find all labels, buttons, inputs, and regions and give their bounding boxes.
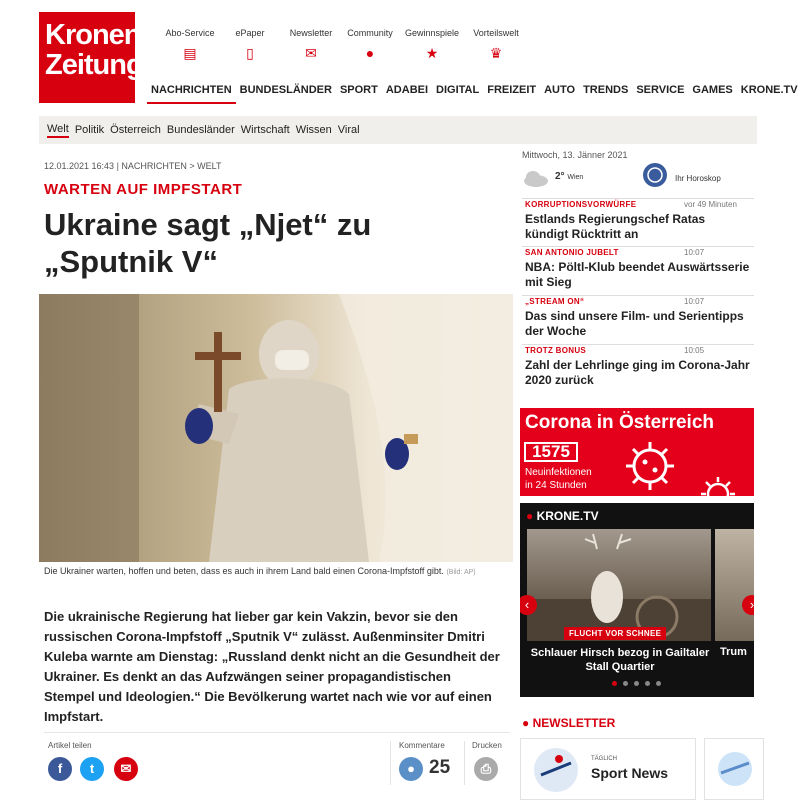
weather-widget[interactable] xyxy=(522,166,757,194)
topnav-label: Vorteilswelt xyxy=(473,28,519,38)
subnav-welt[interactable]: Welt xyxy=(47,123,69,138)
carousel-dot[interactable] xyxy=(623,681,628,686)
carousel-dot[interactable] xyxy=(612,681,617,686)
logo-line2: Zeitung xyxy=(45,49,143,81)
video-thumbnail[interactable] xyxy=(527,529,711,641)
share-bar xyxy=(44,732,510,788)
virus-icon-small xyxy=(698,474,738,496)
topnav-abo-service[interactable] xyxy=(160,28,220,60)
cloud-icon xyxy=(522,168,550,188)
chat-icon: ● xyxy=(365,45,375,61)
star-icon: ★ xyxy=(425,45,439,61)
subnav-politik[interactable]: Politik xyxy=(74,124,105,136)
nav-auto[interactable]: AUTO xyxy=(544,84,576,96)
twitter-icon[interactable]: t xyxy=(80,757,104,781)
weather-city: Wien xyxy=(567,174,584,181)
photo-illustration xyxy=(39,294,513,562)
topnav-label: Gewinnspiele xyxy=(404,28,460,38)
topnav-label: ePaper xyxy=(235,28,265,38)
main-nav xyxy=(147,82,800,104)
news-time: vor 49 Minuten xyxy=(684,200,737,209)
play-icon: ● xyxy=(526,509,534,523)
subnav-viral[interactable]: Viral xyxy=(337,124,360,136)
news-category: „STREAM ON“ xyxy=(525,297,585,306)
news-item[interactable] xyxy=(522,344,754,394)
topnav-epaper[interactable] xyxy=(220,28,280,60)
divider xyxy=(390,741,391,785)
carousel-next-button[interactable]: › xyxy=(742,595,754,615)
comments-count[interactable]: 25 xyxy=(429,757,451,778)
horoscope-icon[interactable] xyxy=(642,162,668,188)
carousel-dot[interactable] xyxy=(645,681,650,686)
news-category: SAN ANTONIO JUBELT xyxy=(525,248,619,257)
print-label: Drucken xyxy=(472,741,502,750)
corona-widget[interactable] xyxy=(520,408,754,496)
photo-caption xyxy=(44,566,514,578)
corona-sub-line1: Neuinfektionen xyxy=(525,467,592,478)
topnav-community[interactable] xyxy=(342,28,398,60)
subnav-bundeslaender[interactable]: Bundesländer xyxy=(166,124,235,136)
subnav-wirtschaft[interactable]: Wirtschaft xyxy=(240,124,290,136)
news-category: TROTZ BONUS xyxy=(525,346,587,355)
deer-illustration xyxy=(527,529,711,641)
news-title[interactable]: Estlands Regierungschef Ratas kündigt Rücktritt an xyxy=(525,212,706,241)
topnav-gewinnspiele[interactable] xyxy=(398,28,466,60)
comment-icon[interactable]: ● xyxy=(399,757,423,781)
phone-icon: ▯ xyxy=(246,45,254,61)
article-photo xyxy=(39,294,513,562)
facebook-icon[interactable]: f xyxy=(48,757,72,781)
newsletter-card[interactable] xyxy=(520,738,696,800)
subnav-wissen[interactable]: Wissen xyxy=(295,124,332,136)
news-title[interactable]: NBA: Pöltl-Klub beendet Auswärtsserie mit Sieg xyxy=(525,260,750,289)
subnav-oesterreich[interactable]: Österreich xyxy=(110,124,161,136)
news-time: 10:07 xyxy=(684,248,705,257)
service-nav xyxy=(160,28,526,60)
news-time: 10:05 xyxy=(684,346,705,355)
current-date: Mittwoch, 13. Jänner 2021 xyxy=(522,150,628,160)
article-lead: Die ukrainische Regierung hat lieber gar kein Vakzin, bevor sie den russischen Corona-Impfstoff „Sputnik V“ zulässt. Außenminsiter Dmitri Kuleba warnte am Dienstag: „Russland denkt nicht an die Gesundheit der Ukrainer. Es denkt an das Aufzwängen seiner propagandistischen Stempel und Ideologien.“ Die Bevölkerung wartet nach wie vor auf einen Impfstart. xyxy=(44,609,500,724)
news-item[interactable] xyxy=(522,198,754,245)
carousel-dot[interactable] xyxy=(656,681,661,686)
newsletter-frequency: TÄGLICH xyxy=(591,756,618,762)
play-icon: ● xyxy=(522,716,530,730)
video-title[interactable]: Schlauer Hirsch bezog in Gailtaler Stall Quartier xyxy=(530,647,710,673)
nav-service[interactable]: SERVICE xyxy=(636,84,685,96)
logo-line1: Kronen xyxy=(45,19,141,51)
sub-nav xyxy=(39,116,757,144)
mail-icon: ✉ xyxy=(305,45,317,61)
nav-freizeit[interactable]: FREIZEIT xyxy=(487,84,537,96)
divider xyxy=(464,741,465,785)
newsletter-image xyxy=(715,749,755,789)
next-video-thumbnail[interactable] xyxy=(715,529,754,641)
nav-bundeslaender[interactable]: BUNDESLÄNDER xyxy=(239,84,332,96)
news-title[interactable]: Zahl der Lehrlinge ging im Corona-Jahr 2020 zurück xyxy=(525,358,750,387)
article-headline: Ukraine sagt „Njet“ zu „Sputnik V“ xyxy=(44,207,372,279)
horoscope-link[interactable]: Ihr Horoskop xyxy=(675,174,721,183)
article-kicker: WARTEN AUF IMPFSTART xyxy=(44,181,243,198)
news-title[interactable]: Das sind unsere Film- und Serientipps der Woche xyxy=(525,309,744,338)
nav-nachrichten[interactable]: NACHRICHTEN xyxy=(147,82,236,104)
caption-text: Die Ukrainer warten, hoffen und beten, dass es auch in ihrem Land bald einen Corona-Impfstoff gibt. xyxy=(44,566,444,576)
weather-temp xyxy=(555,171,583,182)
krone-tv-logo xyxy=(526,509,599,523)
news-item[interactable] xyxy=(522,295,754,343)
topnav-vorteilswelt[interactable] xyxy=(466,28,526,60)
krone-logo[interactable] xyxy=(39,12,143,103)
krone-tv-carousel[interactable] xyxy=(520,503,754,697)
nav-krone-tv[interactable]: KRONE.TV xyxy=(740,84,798,96)
article-meta: 12.01.2021 16:43 | NACHRICHTEN > WELT xyxy=(44,161,222,171)
mail-share-icon[interactable]: ✉ xyxy=(114,757,138,781)
nav-adabei[interactable]: ADABEI xyxy=(385,84,429,96)
carousel-dots xyxy=(612,681,661,686)
share-label: Artikel teilen xyxy=(48,741,92,750)
newsletter-heading xyxy=(522,716,615,730)
carousel-prev-button[interactable]: ‹ xyxy=(520,595,537,615)
nav-sport[interactable]: SPORT xyxy=(339,84,378,96)
next-video-title[interactable]: Trum xyxy=(720,646,747,658)
topnav-newsletter[interactable] xyxy=(280,28,342,60)
virus-icon xyxy=(620,438,680,494)
newsletter-title: Sport News xyxy=(591,765,669,781)
news-time: 10:07 xyxy=(684,297,705,306)
video-tag: FLUCHT VOR SCHNEE xyxy=(564,627,666,640)
newspaper-icon: ▤ xyxy=(183,45,197,61)
corona-sub-line2: in 24 Stunden xyxy=(525,480,587,491)
corona-subtitle xyxy=(525,466,592,492)
skier-icon xyxy=(531,745,581,795)
nav-trends[interactable]: TRENDS xyxy=(583,84,629,96)
news-category: KORRUPTIONSVORWÜRFE xyxy=(525,200,637,209)
news-item[interactable] xyxy=(522,246,754,294)
newsletter-card[interactable] xyxy=(704,738,764,800)
crown-icon: ♛ xyxy=(489,45,503,61)
comments-label: Kommentare xyxy=(399,741,445,750)
topnav-label: Newsletter xyxy=(289,28,333,38)
nav-digital[interactable]: DIGITAL xyxy=(436,84,480,96)
topnav-label: Community xyxy=(347,28,393,38)
nav-games[interactable]: GAMES xyxy=(692,84,733,96)
print-icon[interactable]: ⎙ xyxy=(474,757,498,781)
photo-credit: (Bild: AP) xyxy=(446,569,476,576)
carousel-dot[interactable] xyxy=(634,681,639,686)
corona-title: Corona in Österreich xyxy=(525,412,714,433)
temperature-value: 2° xyxy=(555,171,565,182)
topnav-label: Abo-Service xyxy=(165,28,215,38)
newsletter-heading-text: NEWSLETTER xyxy=(532,716,616,730)
krone-tv-label: KRONE.TV xyxy=(536,509,599,523)
corona-number: 1575 xyxy=(524,442,578,462)
